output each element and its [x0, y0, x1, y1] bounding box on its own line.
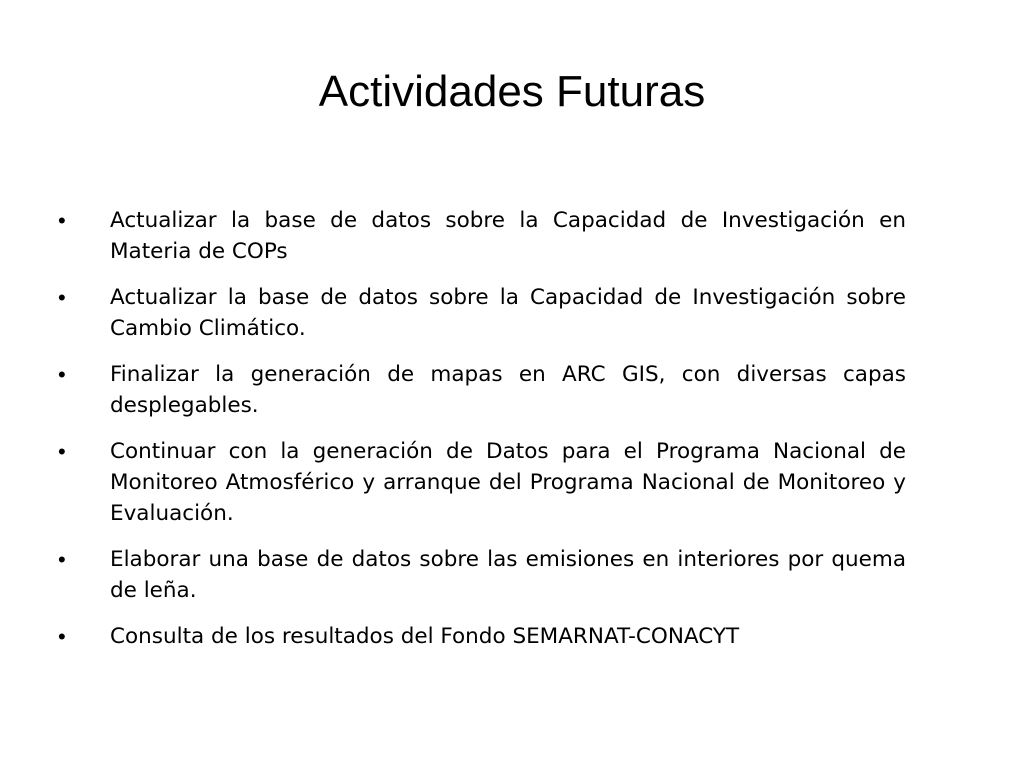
bullet-list	[58, 205, 906, 667]
bullet-icon: •	[58, 624, 66, 649]
slide-title: Actividades Futuras	[318, 67, 706, 116]
list-item-text: Finalizar la generación de mapas en ARC GIS, con diversas capas desplegables.	[110, 362, 906, 418]
list-item	[58, 359, 906, 421]
list-item	[58, 282, 906, 344]
bullet-icon: •	[58, 362, 66, 387]
list-item-text: Elaborar una base de datos sobre las emisiones en interiores por quema de leña.	[110, 547, 906, 603]
list-item	[58, 544, 906, 606]
bullet-icon: •	[58, 285, 66, 310]
list-item-text: Consulta de los resultados del Fondo SEMARNAT-CONACYT	[110, 624, 740, 649]
list-item-text: Continuar con la generación de Datos para el Programa Nacional de Monitoreo Atmosférico y arranque del Programa Nacional de Monitoreo y Evaluación.	[110, 439, 906, 526]
list-item-text: Actualizar la base de datos sobre la Capacidad de Investigación sobre Cambio Climático.	[110, 285, 906, 341]
bullet-icon: •	[58, 439, 66, 464]
list-item	[58, 436, 906, 529]
bullet-icon: •	[58, 208, 66, 233]
bullet-icon: •	[58, 547, 66, 572]
list-item	[58, 621, 906, 652]
list-item	[58, 205, 906, 267]
list-item-text: Actualizar la base de datos sobre la Capacidad de Investigación en Materia de COPs	[110, 208, 906, 264]
